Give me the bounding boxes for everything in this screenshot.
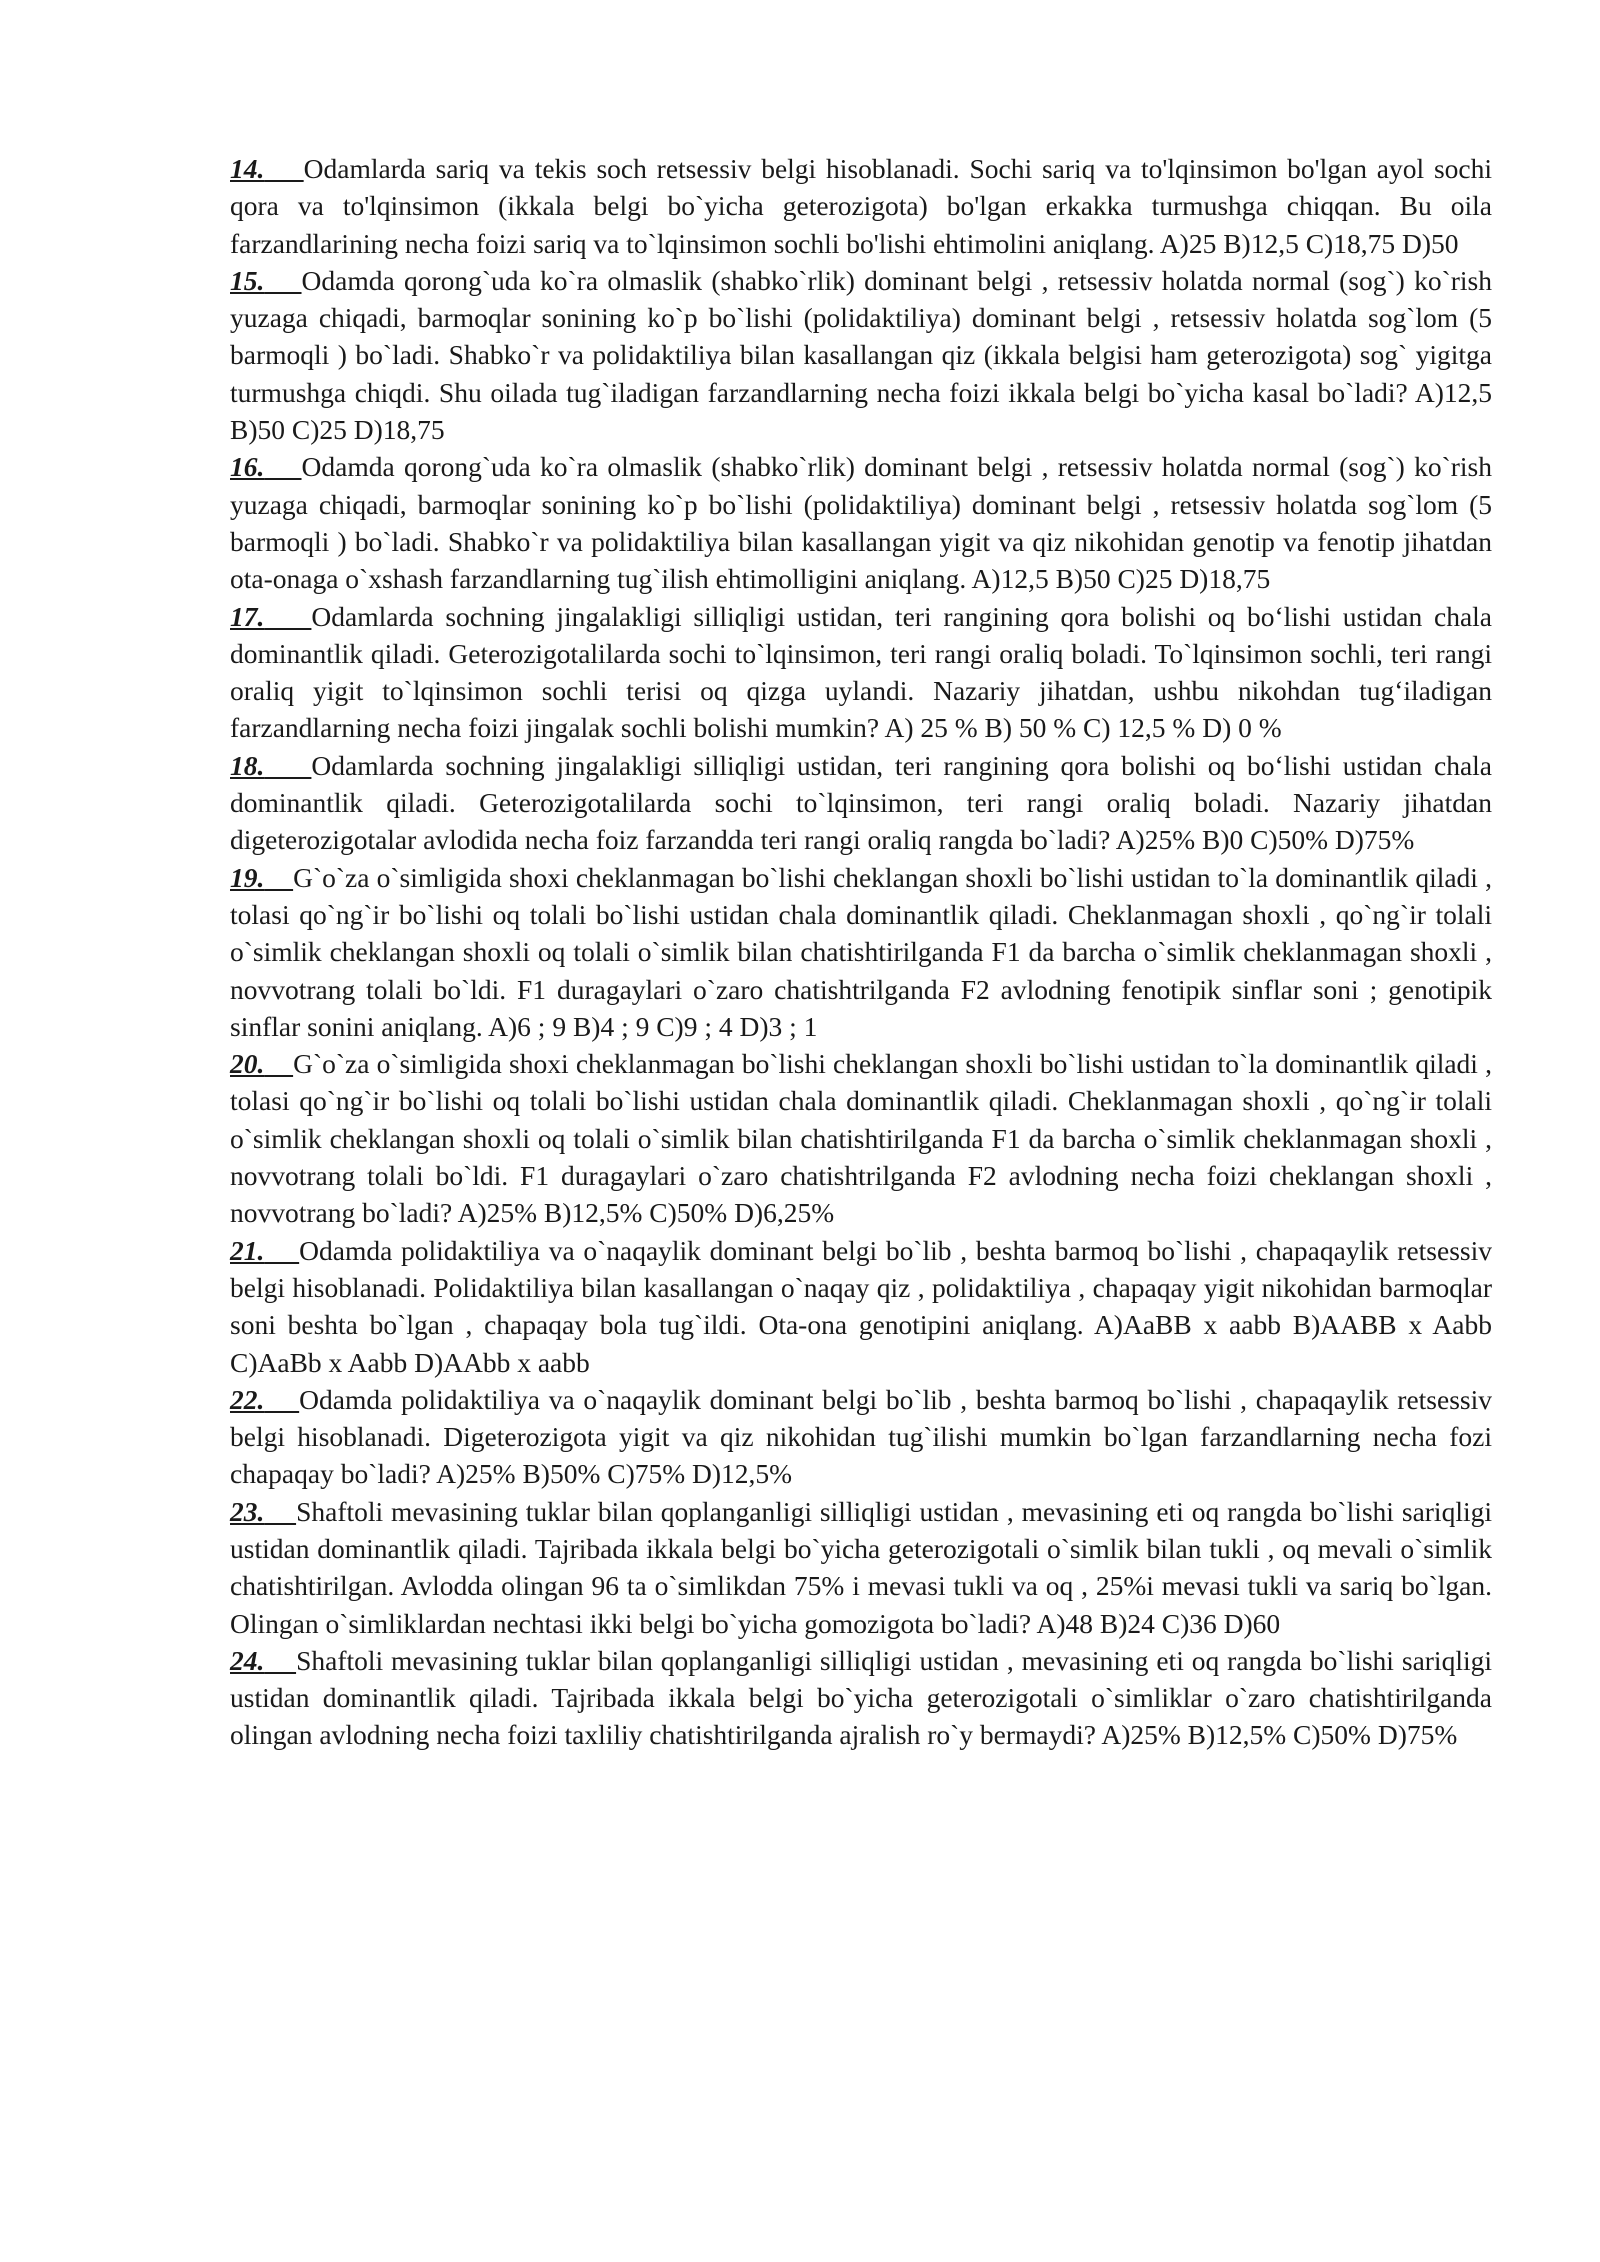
question-text: Odamda qorong`uda ko`ra olmaslik (shabko`rlik) dominant belgi , retsessiv holatda normal (sog`) ko`rish yuzaga chiqadi, barmoqlar sonining ko`p bo`lishi (polidaktiliya) dominant belgi , retsessiv holatda sog`lom (5 barmoqli ) bo`ladi. Shabko`r va polidaktiliya bilan kasallangan yigit va qiz nikohidan genotip va fenotip jihatdan ota-onaga o`xshash farzandlarning tug`ilish ehtimolligini aniqlang. A)12,5 B)50 C)25 D)18,75 <box>230 451 1493 595</box>
question-text: G`o`za o`simligida shoxi cheklanmagan bo`lishi cheklangan shoxli bo`lishi ustidan to`la dominantlik qiladi , tolasi qo`ng`ir bo`lishi oq tolali bo`lishi ustidan chala dominantlik qiladi. Cheklanmagan shoxli , qo`ng`ir tolali o`simlik cheklangan shoxli oq tolali o`simlik bilan chatishtirilganda F1 da barcha o`simlik cheklanmagan shoxli , novvotrang tolali bo`ldi. F1 duragaylari o`zaro chatishtrilganda F2 avlodning necha foizi cheklangan shoxli , novvotrang bo`ladi? A)25% B)12,5% C)50% D)6,25% <box>230 1048 1492 1229</box>
question-17 <box>230 598 1492 747</box>
question-19 <box>230 859 1492 1045</box>
question-16 <box>230 448 1492 597</box>
question-text: Odamlarda sariq va tekis soch retsessiv belgi hisoblanadi. Sochi sariq va to'lqinsimon bo'lgan ayol sochi qora va to'lqinsimon (ikkala belgi bo`yicha geterozigota) bo'lgan erkakka turmushga chiqqan. Bu oila farzandlarining necha foizi sariq va to`lqinsimon sochli bo'lishi ehtimolini aniqlang. A)25 B)12,5 C)18,75 D)50 <box>230 153 1492 259</box>
question-text: Shaftoli mevasining tuklar bilan qoplanganligi silliqligi ustidan , mevasining eti oq rangda bo`lishi sariqligi ustidan dominantlik qiladi. Tajribada ikkala belgi bo`yicha geterozigotali o`simliklar o`zaro chatishtirilganda olingan avlodning necha foizi taxliliy chatishtirilganda ajralish ro`y bermaydi? A)25% B)12,5% C)50% D)75% <box>230 1644 1492 1751</box>
question-22 <box>230 1381 1492 1493</box>
question-21 <box>230 1232 1492 1381</box>
question-number: 14. <box>230 153 265 184</box>
question-18 <box>230 747 1492 859</box>
question-text: Odamlarda sochning jingalakligi silliqligi ustidan, teri rangining qora bolishi oq bo‘lishi ustidan chala dominantlik qiladi. Geterozigotalilarda sochi to`lqinsimon, teri rangi oraliq boladi. Nazariy jihatdan digeterozigotalar avlodida necha foiz farzandda teri rangi oraliq rangda bo`ladi? A)25% B)0 C)50% D)75% <box>230 749 1493 856</box>
question-15 <box>230 262 1492 448</box>
question-text: Odamda polidaktiliya va o`naqaylik dominant belgi bo`lib , beshta barmoq bo`lishi , chapaqaylik retsessiv belgi hisoblanadi. Digeterozigota yigit va qiz nikohidan tug`ilishi mumkin bo`lgan farzandlarning necha fozi chapaqay bo`ladi? A)25% B)50% C)75% D)12,5% <box>230 1383 1492 1490</box>
question-23 <box>230 1493 1492 1642</box>
question-number: 24. <box>230 1644 265 1676</box>
question-number: 21. <box>230 1234 265 1266</box>
question-text: Odamda qorong`uda ko`ra olmaslik (shabko`rlik) dominant belgi , retsessiv holatda normal (sog`) ko`rish yuzaga chiqadi, barmoqlar sonining ko`p bo`lishi (polidaktiliya) dominant belgi , retsessiv holatda sog`lom (5 barmoqli ) bo`ladi. Shabko`r va polidaktiliya bilan kasallangan qiz (ikkala belgisi ham geterozigota) sog` yigitga turmushga chiqdi. Shu oilada tug`iladigan farzandlarning necha foizi ikkala belgi bo`yicha kasal bo`ladi? A)12,5 B)50 C)25 D)18,75 <box>230 264 1493 446</box>
question-number: 17. <box>230 600 265 632</box>
question-14 <box>230 150 1492 262</box>
question-number: 16. <box>230 451 265 483</box>
question-text: Odamda polidaktiliya va o`naqaylik dominant belgi bo`lib , beshta barmoq bo`lishi , chapaqaylik retsessiv belgi hisoblanadi. Polidaktiliya bilan kasallangan o`naqay qiz , polidaktiliya , chapaqay yigit nikohidan barmoqlar soni beshta bo`lgan , chapaqay bola tug`ildi. Ota-ona genotipini aniqlang. A)AaBB x aabb B)AABB x Aabb C)AaBb x Aabb D)AAbb x aabb <box>230 1234 1492 1378</box>
question-text: Odamlarda sochning jingalakligi silliqligi ustidan, teri rangining qora bolishi oq bo‘lishi ustidan chala dominantlik qiladi. Geterozigotalilarda sochi to`lqinsimon, teri rangi oraliq boladi. To`lqinsimon sochli, teri rangi oraliq yigit to`lqinsimon sochli terisi oq qizga uylandi. Nazariy jihatdan, ushbu nikohdan tug‘iladigan farzandlarning necha foizi jingalak sochli bolishi mumkin? A) 25 % B) 50 % C) 12,5 % D) 0 % <box>230 600 1493 744</box>
question-number: 18. <box>230 749 265 781</box>
document-page <box>230 150 1492 1754</box>
question-number: 23. <box>230 1495 265 1527</box>
question-text: Shaftoli mevasining tuklar bilan qoplanganligi silliqligi ustidan , mevasining eti oq rangda bo`lishi sariqligi ustidan dominantlik qiladi. Tajribada ikkala belgi bo`yicha geterozigotali o`simlik bilan tukli , oq mevali o`simlik chatishtirilgan. Avlodda olingan 96 ta o`simlikdan 75% i mevasi tukli va oq , 25%i mevasi tukli va sariq bo`lgan. Olingan o`simliklardan nechtasi ikki belgi bo`yicha gomozigota bo`ladi? A)48 B)24 C)36 D)60 <box>230 1495 1492 1639</box>
question-24 <box>230 1642 1492 1754</box>
question-20 <box>230 1045 1492 1231</box>
question-number: 22. <box>230 1383 265 1415</box>
question-text: G`o`za o`simligida shoxi cheklanmagan bo`lishi cheklangan shoxli bo`lishi ustidan to`la dominantlik qiladi , tolasi qo`ng`ir bo`lishi oq tolali bo`lishi ustidan chala dominantlik qiladi. Cheklanmagan shoxli , qo`ng`ir tolali o`simlik cheklangan shoxli oq tolali o`simlik bilan chatishtirilganda F1 da barcha o`simlik cheklanmagan shoxli , novvotrang tolali bo`ldi. F1 duragaylari o`zaro chatishtrilganda F2 avlodning fenotipik sinflar soni ; genotipik sinflar sonini aniqlang. A)6 ; 9 B)4 ; 9 C)9 ; 4 D)3 ; 1 <box>230 861 1492 1042</box>
question-number: 19. <box>230 861 265 893</box>
question-number: 15. <box>230 264 265 296</box>
question-number: 20. <box>230 1048 265 1080</box>
